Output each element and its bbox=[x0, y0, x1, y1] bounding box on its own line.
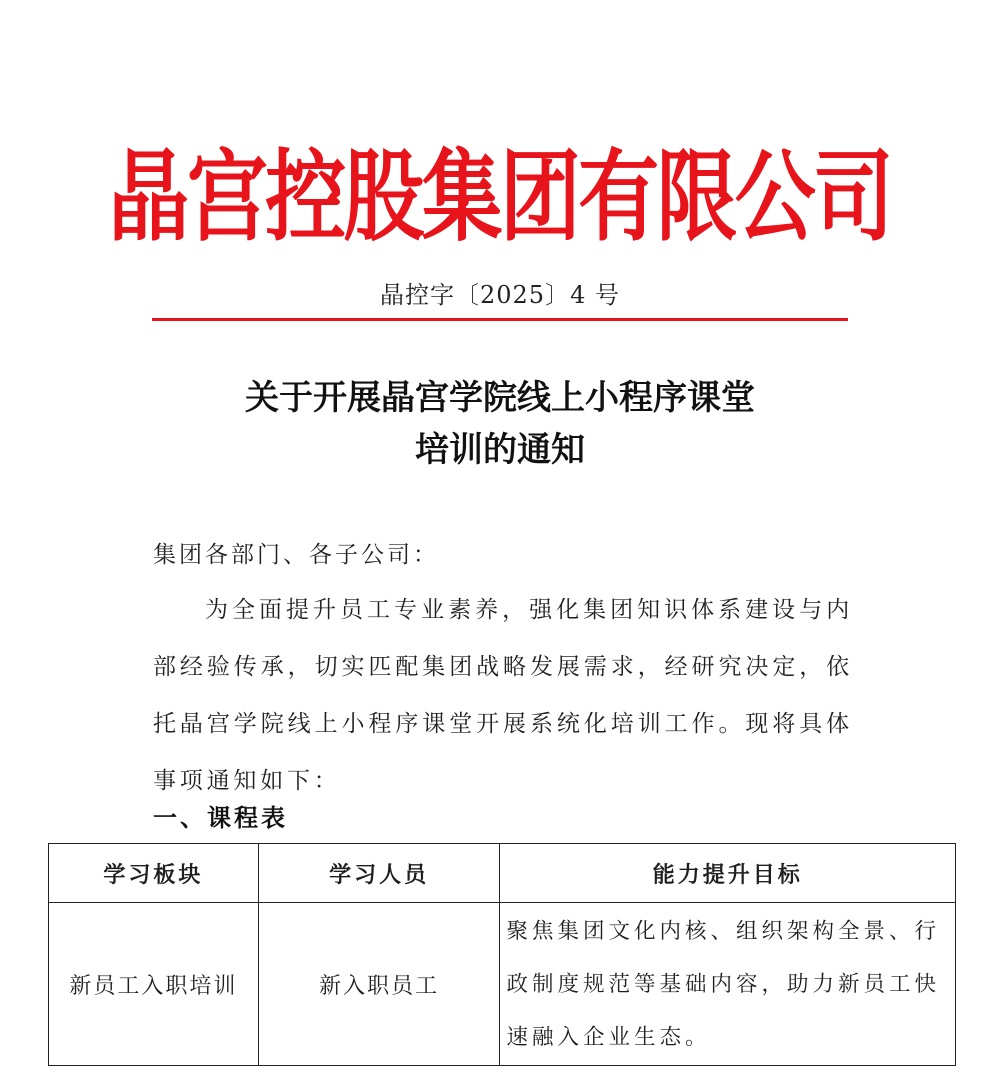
course-table bbox=[48, 843, 956, 1066]
cell-module: 新员工入职培训 bbox=[49, 903, 259, 1066]
table-row bbox=[49, 903, 956, 1066]
notice-title-line-2: 培训的通知 bbox=[415, 430, 585, 470]
column-header-module: 学习板块 bbox=[49, 844, 259, 903]
section-heading-course-table: 一、课程表 bbox=[153, 804, 288, 832]
letterhead-divider bbox=[152, 318, 848, 321]
cell-learners: 新入职员工 bbox=[258, 903, 500, 1066]
column-header-goal: 能力提升目标 bbox=[500, 844, 956, 903]
notice-title bbox=[0, 372, 1000, 476]
body-paragraph: 为全面提升员工专业素养，强化集团知识体系建设与内部经验传承，切实匹配集团战略发展需求，经研究决定，依托晶宫学院线上小程序课堂开展系统化培训工作。现将具体事项通知如下： bbox=[153, 597, 853, 794]
cell-goal: 聚焦集团文化内核、组织架构全景、行政制度规范等基础内容，助力新员工快速融入企业生态。 bbox=[500, 903, 956, 1066]
letterhead-company-name: 晶宫控股集团有限公司 bbox=[108, 140, 892, 255]
document-number: 晶控字〔2025〕4 号 bbox=[380, 281, 620, 309]
table-header-row bbox=[49, 844, 956, 903]
column-header-learners: 学习人员 bbox=[258, 844, 500, 903]
salutation: 集团各部门、各子公司： bbox=[153, 542, 439, 568]
notice-title-line-1: 关于开展晶宫学院线上小程序课堂 bbox=[245, 378, 755, 418]
